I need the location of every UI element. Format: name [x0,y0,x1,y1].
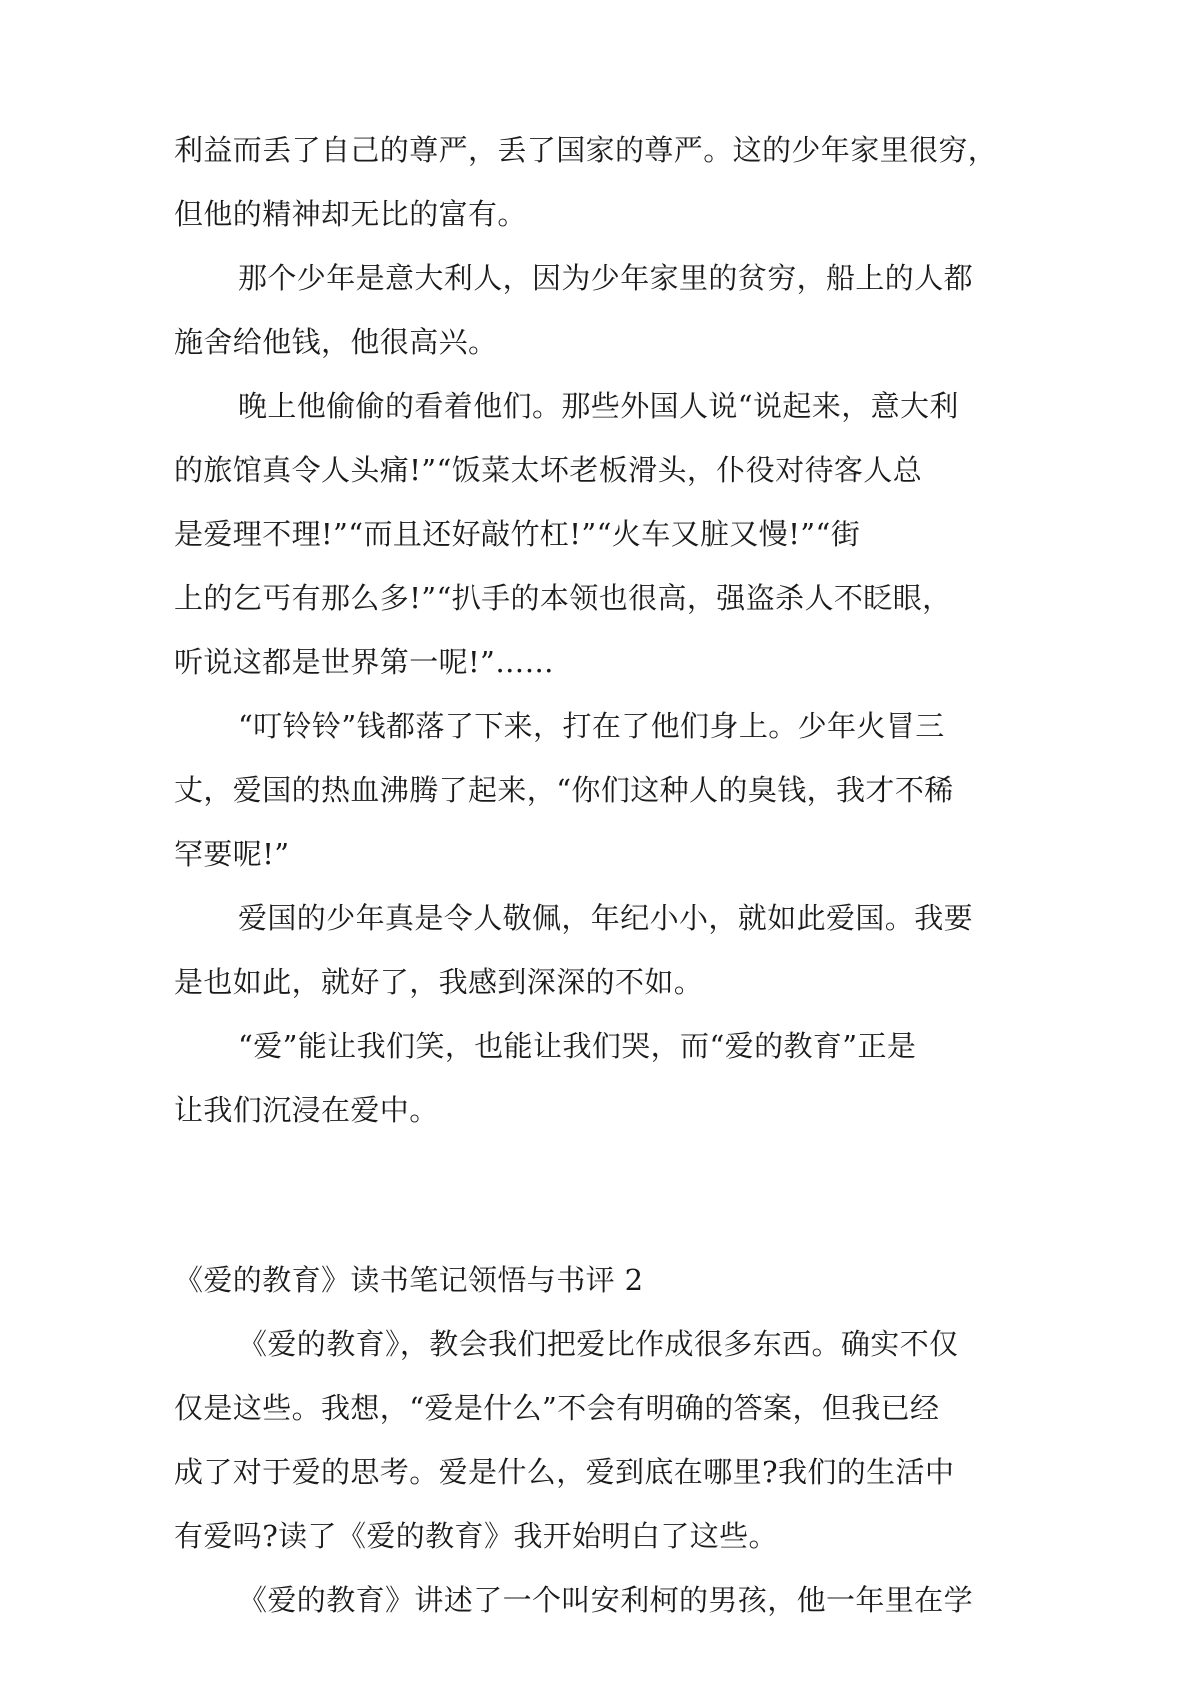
text-line: 听说这都是世界第一呢!”…… [174,645,555,679]
paragraph [174,1014,1034,1142]
text-line: 让我们沉浸在爱中。 [174,1093,439,1127]
paragraph [174,374,1034,694]
text-line: “叮铃铃”钱都落了下来，打在了他们身上。少年火冒三 [238,709,945,743]
text-line: 那个少年是意大利人，因为少年家里的贫穷，船上的人都 [238,261,974,295]
paragraph [174,1312,1034,1568]
text-line: 成了对于爱的思考。爱是什么，爱到底在哪里?我们的生活中 [174,1455,955,1489]
paragraph [174,694,1034,886]
text-line: 有爱吗?读了《爱的教育》我开始明白了这些。 [174,1519,778,1553]
text-line: 是爱理不理!”“而且还好敲竹杠!”“火车又脏又慢!”“街 [174,517,861,551]
text-line: 《爱的教育》，教会我们把爱比作成很多东西。确实不仅 [238,1327,959,1361]
text-line: 是也如此，就好了，我感到深深的不如。 [174,965,704,999]
section-heading: 《爱的教育》读书笔记领悟与书评 2 [174,1263,644,1297]
text-line: 上的乞丐有那么多!”“扒手的本领也很高，强盗杀人不眨眼， [174,581,952,615]
document-body [174,118,1034,1632]
paragraph [174,118,1034,246]
text-line: 爱国的少年真是令人敬佩，年纪小小，就如此爱国。我要 [238,901,974,935]
text-line: 晚上他偷偷的看着他们。那些外国人说“说起来，意大利 [238,389,959,423]
paragraph [174,1568,1034,1632]
text-line: 仅是这些。我想，“爱是什么”不会有明确的答案，但我已经 [174,1391,940,1425]
text-line: 的旅馆真令人头痛!”“饭菜太坏老板滑头，仆役对待客人总 [174,453,923,487]
text-line: 《爱的教育》讲述了一个叫安利柯的男孩，他一年里在学 [238,1583,974,1617]
text-line: 罕要呢!” [174,837,290,871]
text-line: “爱”能让我们笑，也能让我们哭，而“爱的教育”正是 [238,1029,917,1063]
paragraph [174,246,1034,374]
paragraph [174,886,1034,1014]
text-line: 丈，爱国的热血沸腾了起来，“你们这种人的臭钱，我才不稀 [174,773,954,807]
text-line: 利益而丢了自己的尊严，丢了国家的尊严。这的少年家里很穷， [174,133,998,167]
text-line: 但他的精神却无比的富有。 [174,197,527,231]
text-line: 施舍给他钱，他很高兴。 [174,325,498,359]
